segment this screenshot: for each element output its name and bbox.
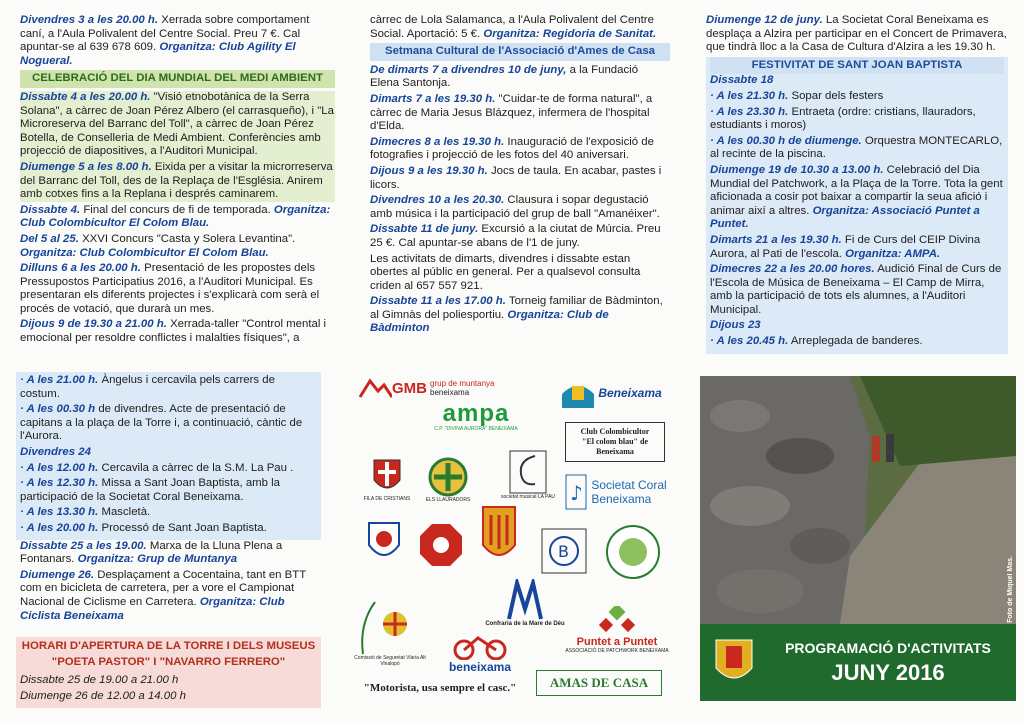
museum-hours-box	[16, 637, 321, 708]
puntet-logo: Puntet a Puntet ASSOCIACIÓ DE PATCHWORK BENEIXAMA	[562, 600, 672, 660]
schedule-item: · A les 21.30 h. Sopar dels festers	[710, 89, 884, 102]
event-p3: Diumenge 5 a les 8.00 h. Eixida per a visitar la microrreserva del Barranc del Toll, des de la Replaça de l'Església. Anirem amb cotxes fins a la Replana i després caminarem.	[20, 160, 333, 201]
event-p2: Dissabte 4 a les 20.00 h. "Visió etnobotànica de la Serra Solana", a càrrec de Joan Pérez Albero (el carrasqueño), i "La Microreserva del Barranc del Toll", a càrrec de Joan Pérez Botella, de Conselleria de Medi Ambient. Conferències amb projecció de diapositives, a l'Auditori Municipal.	[20, 90, 334, 158]
cross-emblem-icon	[428, 457, 468, 497]
event-p7: Dijous 9 de 19.30 a 21.00 h. Xerrada-taller "Control mental i emocional per resoldre conflictes i malalties físiques", a	[20, 318, 327, 345]
column-4	[16, 372, 321, 708]
photo-credit: Foto de Miquel Mas.	[1007, 556, 1014, 623]
medi-ambient-box	[20, 91, 335, 202]
school-emblem-icon	[541, 528, 587, 574]
cover-title-1: PROGRAMACIÓ D'ACTIVITATS	[785, 640, 991, 656]
event-p4: Dissabte 4. Final del concurs de fi de temporada. Organitza: Club Colombicultor El Colom Blau.	[20, 203, 331, 230]
gmb-logo: GMB grup de muntanya beneixama	[358, 372, 508, 404]
svg-text:B: B	[558, 542, 569, 561]
event-p7: Les activitats de dimarts, divendres i dissabte estan obertes al públic en general. Per a qualsevol consulta criden al 657 557 921.	[370, 252, 641, 292]
day-heading: Dissabte 18	[710, 74, 774, 87]
column-1	[20, 14, 335, 348]
stone-wall-trail-image	[700, 376, 1016, 624]
motorista-slogan: "Motorista, usa sempre el casc."	[363, 682, 517, 694]
schedule-item: · A les 21.00 h. Àngelus i cercavila pels carrers de costum.	[20, 374, 275, 400]
dog-emblem-icon	[605, 524, 661, 580]
banner-shield-logo	[476, 502, 522, 568]
museum-heading-2: "POETA PASTOR" I "NAVARRO FERRERO"	[51, 655, 286, 668]
event-p2: Dimarts 7 a les 19.30 h. "Cuidar-te de forma natural", a càrrec de Maria Jesus Blázquez, infermera de l'hospital d'Elda.	[370, 92, 653, 133]
museum-hours-1: Dissabte 25 de 19.00 a 21.00 h	[20, 674, 179, 687]
schedule-item: · A les 12.00 h. Cercavila a càrrec de la S.M. La Pau .	[20, 461, 294, 474]
bicycle-icon	[450, 634, 510, 660]
fila-moros-logo	[416, 520, 466, 570]
event-p1: De dimarts 7 a divendres 10 de juny, a la Fundació Elena Santonja.	[370, 63, 639, 90]
cover-photo	[700, 376, 1016, 624]
sant-joan-box	[706, 57, 1008, 354]
column-3	[706, 14, 1008, 354]
music-note-icon	[509, 450, 547, 494]
event-p3: Dimarts 21 a les 19.30 h. Fi de Curs del CEIP Divina Aurora, al Pati de l'escola. Organitza: AMPA.	[710, 233, 981, 260]
section-heading-medi-ambient: CELEBRACIÓ DEL DIA MUNDIAL DEL MEDI AMBIENT	[20, 70, 335, 88]
day-heading: Dijous 23	[710, 319, 761, 332]
schedule-item: · A les 13.30 h. Mascletà.	[20, 506, 151, 519]
shield-icon	[372, 458, 402, 496]
event-p1: Dissabte 25 a les 19.00. Marxa de la Lluna Plena a Fontanars. Organitza: Grup de Muntanya	[20, 539, 283, 566]
agility-logo	[600, 522, 666, 582]
event-p1: Diumenge 12 de juny. La Societat Coral Beneixama es desplaça a Alzira per participar en el Concert de Primavera, que tindrà lloc a la Casa de Cultura d'Alzira a les 19.30 h.	[706, 14, 1007, 54]
cristians-shield-logo	[364, 518, 404, 568]
event-p5: Divendres 10 a les 20.30. Clausura i sopar degustació amb música i la participació del grup de ball "Amanéixer".	[370, 194, 660, 220]
seguretat-text: Comissió de Seguretat Viària Alt Vinalopó	[354, 655, 426, 667]
museum-heading-1: HORARI D'APERTURA DE LA TORRE I DELS MUSEUS	[21, 640, 316, 653]
section-heading-sant-joan: FESTIVITAT DE SANT JOAN BAPTISTA	[710, 57, 1004, 75]
cover-title-2: JUNY 2016	[831, 660, 945, 685]
event-p6: Dilluns 6 a les 20.00 h. Presentació de les propostes dels Pressupostos Participatius 2016, a l'Auditori Municipal. Es presentaran els diferents projectes i s'explicarà com serà el procés de votació, que durarà un mes.	[20, 262, 320, 315]
octagon-emblem-icon	[418, 522, 464, 568]
day-heading: Divendres 24	[20, 445, 91, 458]
amas-de-casa-logo: AMAS DE CASA	[536, 670, 662, 696]
museum-hours-2: Diumenge 26 de 12.00 a 14.00 h	[20, 689, 186, 702]
cover-panel	[700, 376, 1016, 701]
logos-panel	[350, 370, 680, 705]
event-p2: Diumenge 26. Desplaçament a Cocentaina, tant en BTT com en bicicleta de carretera, per a vore el Campionat Nacional de Ciclisme en Carretera. Organitza: Club Ciclista Beneixama	[20, 568, 306, 622]
confraria-logo: Confraria de la Mare de Déu	[470, 570, 580, 636]
schedule-item: · A les 20.00 h. Processó de Sant Joan Baptista.	[20, 521, 267, 534]
schedule-item: · A les 12.30 h. Missa a Sant Joan Baptista, amb la participació de la Societat Coral Beneixama.	[20, 477, 281, 503]
title-banner	[700, 624, 1016, 701]
la-pau-logo: societat musical LA PAU	[498, 442, 558, 508]
road-safety-icon	[355, 594, 429, 660]
event-p6: Dissabte 11 de juny. Excursió a la ciutat de Múrcia. Preu 25 €. Cal apuntar-se abans de l'1 de juny.	[370, 223, 661, 249]
llauradors-logo: ELS LLAURADORS	[418, 450, 478, 510]
societat-coral-logo: ♪ Societat Coral Beneixama	[560, 470, 672, 514]
event-p2: Diumenge 19 de 10.30 a 13.00 h. Celebració del Dia Mundial del Patchwork, a la Plaça de la Torre. Tota la gent aficionada a cosir pot baixar a compartir la seua afició i animar així a altres. Organitza: Associació Puntet a Puntet.	[710, 163, 1003, 231]
event-p5: Del 5 al 25. XXVI Concurs "Casta y Solera Levantina". Organitza: Club Colombicultor El Colom Blau.	[20, 232, 296, 259]
sant-joan-box-continued	[16, 372, 321, 540]
schedule-item: · A les 20.45 h. Arreplegada de banderes.	[710, 335, 923, 348]
coat-of-arms-icon	[714, 638, 754, 688]
event-p3: Dimecres 8 a les 19.30 h. Inauguració de l'exposició de fotografies i projecció de les fotos del 40 aniversari.	[370, 135, 654, 162]
event-p4: Dijous 9 a les 19.30 h. Jocs de taula. En acabar, pastes i licors.	[370, 164, 662, 191]
event-p0: càrrec de Lola Salamanca, a l'Aula Polivalent del Centre Social. Aportació: 5 €. Organitza: Regidoria de Sanitat.	[370, 14, 657, 40]
colom-blau-logo: Club Colombicultor "El colom blau" de Beneixama	[565, 422, 665, 462]
shield-icon	[481, 505, 517, 565]
escola-logo	[536, 526, 592, 576]
schedule-item: · A les 00.30 h de diumenge. Orquestra MONTECARLO, al recinte de la piscina.	[710, 134, 1003, 161]
patchwork-icon	[599, 606, 635, 636]
shield-icon	[367, 521, 401, 565]
section-heading-ames-casa: Setmana Cultural de l'Associació d'Ames de Casa	[370, 43, 670, 61]
event-p4: Dimecres 22 a les 20.00 hores. Audició Final de Curs de l'Escola de Música de Beneixama – El Camp de Mirra, amb la participació de tots els alumnes, a l'Auditori Municipal.	[710, 263, 1002, 316]
ampa-logo: ampa C.P. "DIVINA AURORA" BENEIXAMA	[434, 400, 518, 432]
castle-icon	[558, 376, 598, 410]
beneixama-logo: Beneixama	[555, 374, 665, 412]
schedule-item: · A les 23.30 h. Entraeta (ordre: cristians, llauradors, estudiants i moros)	[710, 105, 976, 132]
monogram-icon	[503, 579, 547, 621]
svg-text:♪: ♪	[570, 481, 584, 505]
event-p8: Dissabte 11 a les 17.00 h. Torneig familiar de Bàdminton, al Gimnàs del poliesportiu. Organitza: Club de Bàdminton	[370, 295, 663, 335]
mountain-icon	[358, 377, 392, 399]
fila-cristians-logo: FILA DE CRISTIANS	[358, 450, 416, 510]
seguretat-logo	[352, 592, 432, 662]
schedule-item: · A les 00.30 h de divendres. Acte de presentació de capitans a la plaça de la Torre i, a continuació, càntic de l'Aurora.	[20, 403, 303, 443]
event-p1: Divendres 3 a les 20.00 h. Xerrada sobre comportament caní, a l'Aula Polivalent del Centre Social. Preu 7 €. Cal apuntar-se al 639 678 609. Organitza: Club Agility El Nogueral.	[20, 14, 310, 67]
column-2	[370, 14, 670, 338]
ciclista-logo: beneixama	[436, 632, 524, 676]
treble-clef-icon	[565, 474, 587, 510]
